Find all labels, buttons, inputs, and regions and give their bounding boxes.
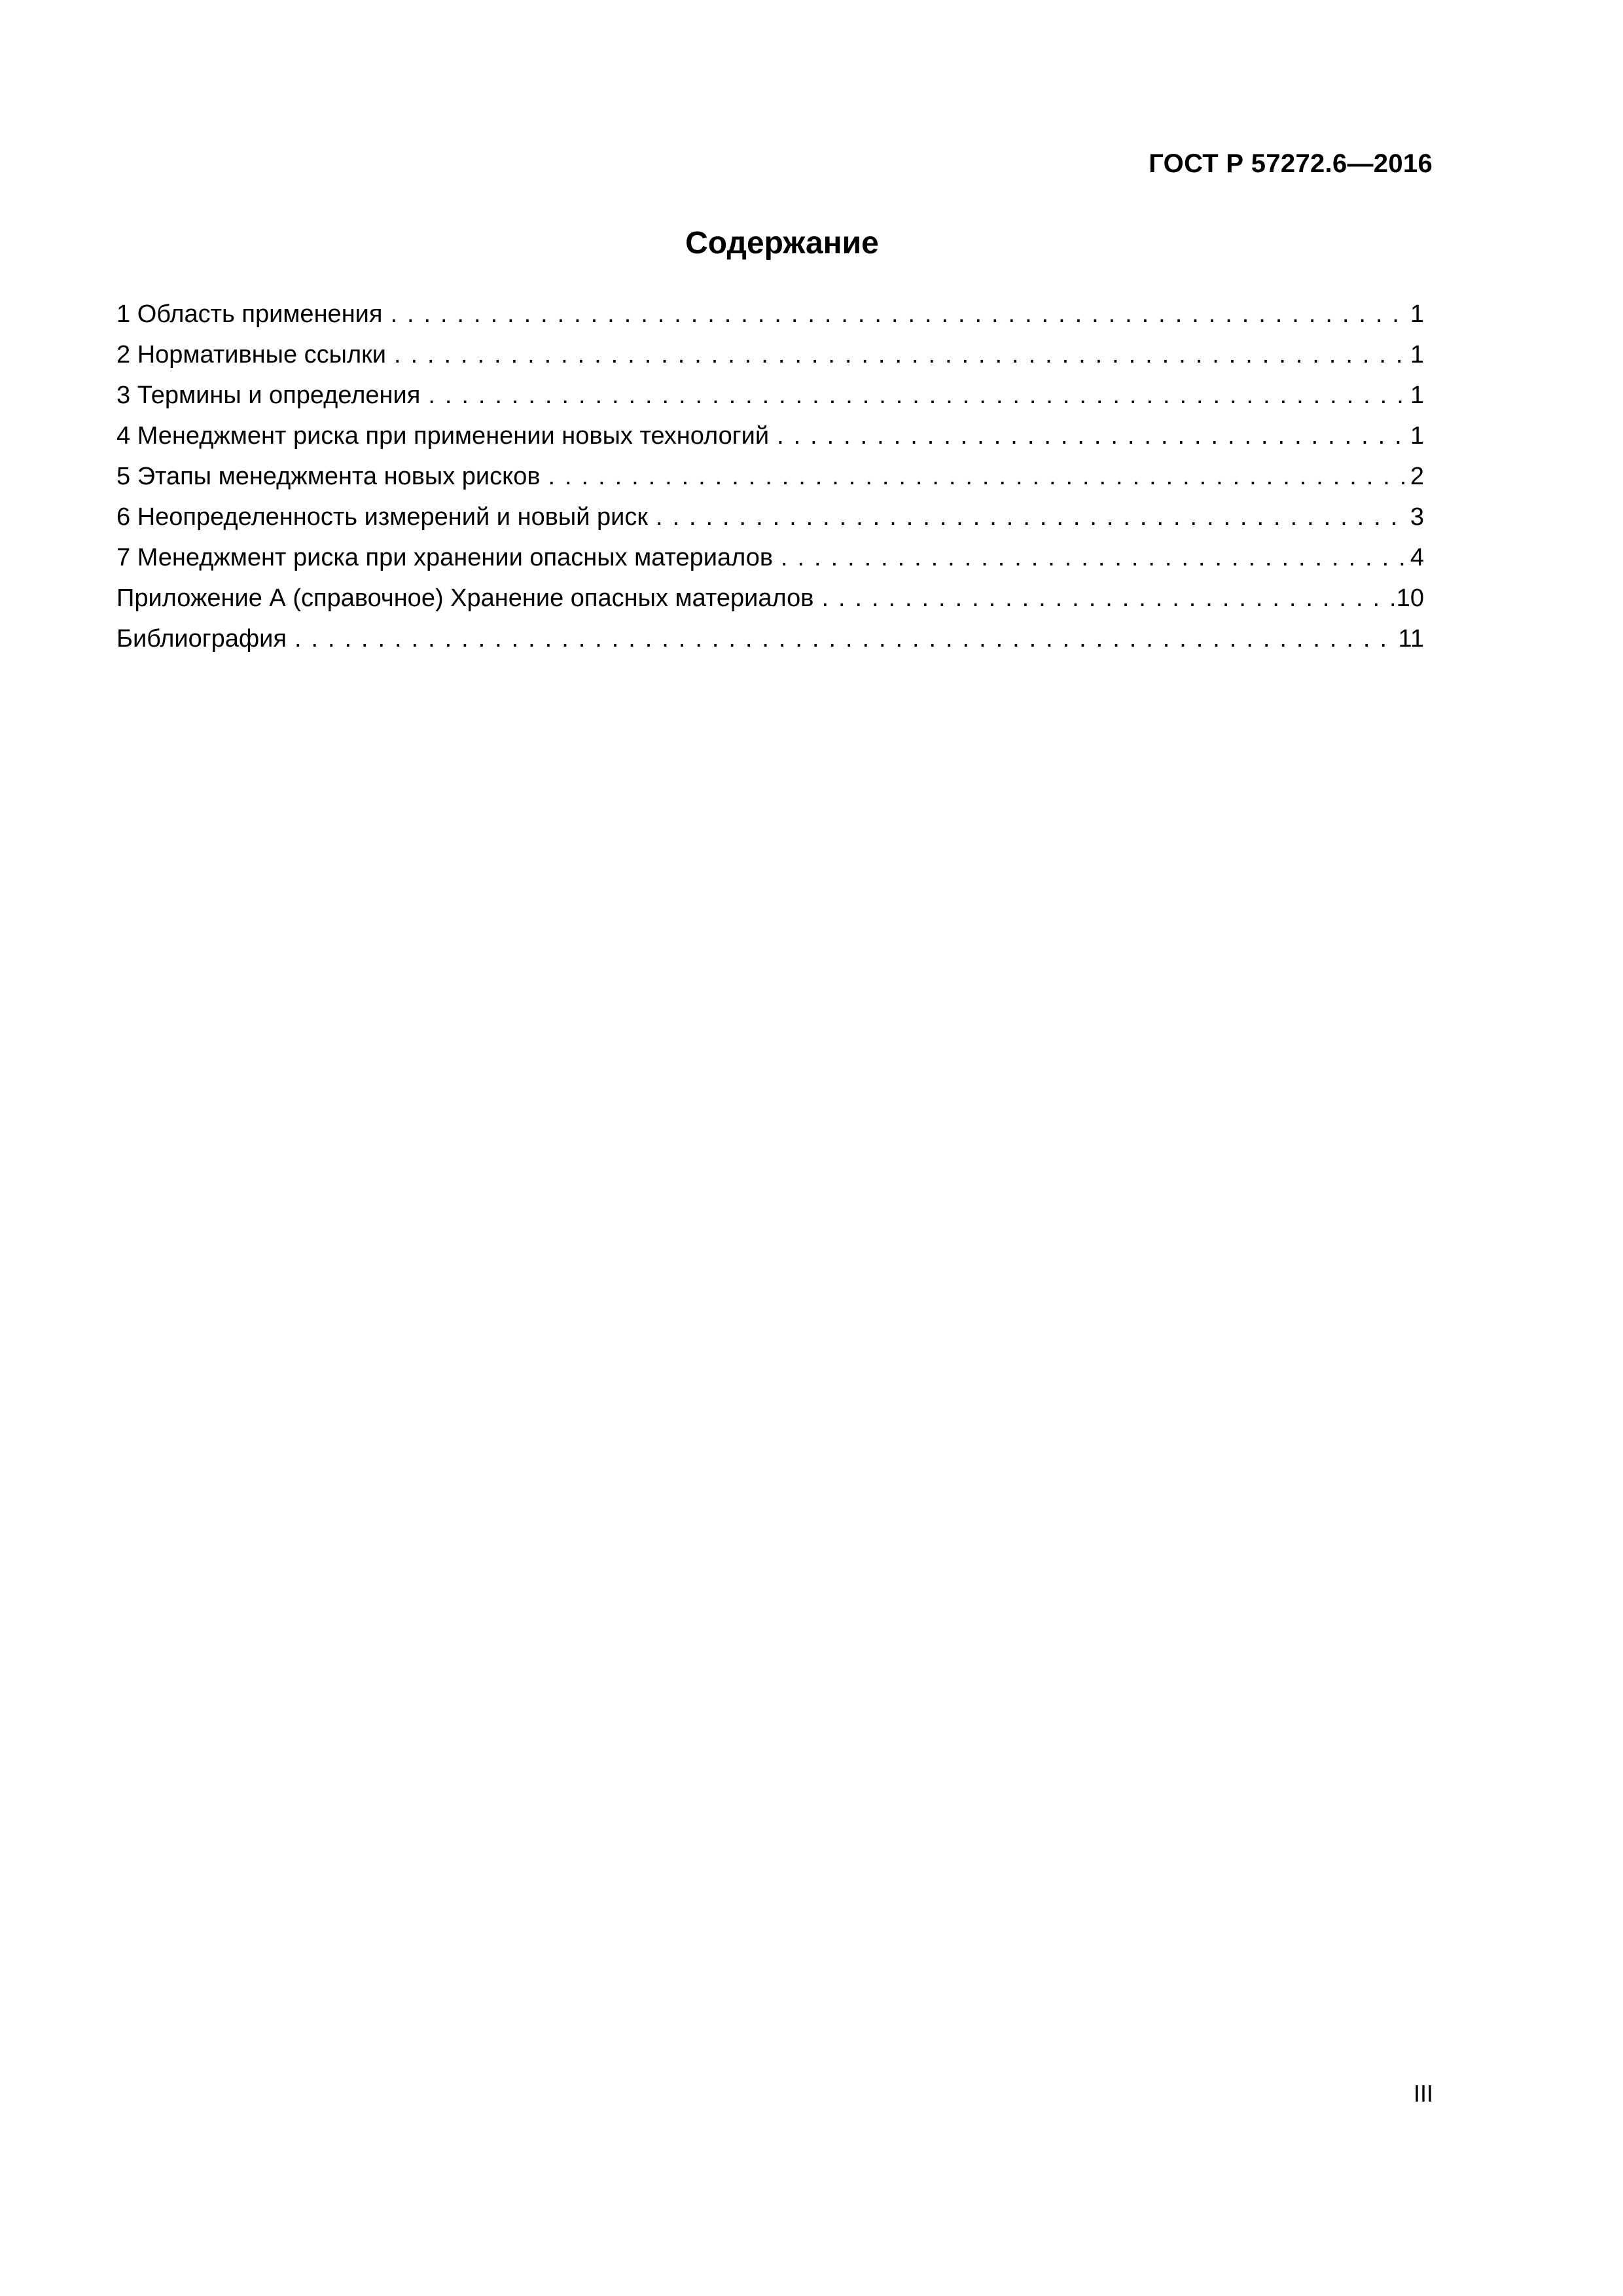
toc-entry-page: 2 [1410,463,1424,490]
toc-leader-dots [777,416,1408,456]
toc-entry-label: 1 Область применения [116,300,383,328]
toc-entry-scope[interactable] [116,294,1424,334]
toc-entry-page: 1 [1410,341,1424,368]
toc-entry-page: 10 [1396,584,1424,612]
table-of-contents [116,294,1424,659]
toc-entry-page: 1 [1410,422,1424,450]
document-code-header: ГОСТ Р 57272.6—2016 [1149,149,1433,178]
toc-entry-page: 4 [1410,544,1424,571]
toc-entry-page: 1 [1410,382,1424,409]
toc-entry-page: 1 [1410,300,1424,328]
toc-leader-dots [548,456,1408,497]
toc-entry-page: 11 [1398,625,1424,653]
toc-entry-label: 4 Менеджмент риска при применении новых технологий [116,422,770,450]
toc-entry-risk-management-new-technologies[interactable] [116,416,1424,456]
toc-leader-dots [390,294,1407,334]
toc-entry-label: 6 Неопределенность измерений и новый риск [116,503,648,531]
toc-entry-page: 3 [1410,503,1424,531]
toc-entry-label: 2 Нормативные ссылки [116,341,386,368]
toc-leader-dots [781,537,1408,578]
toc-entry-terms-definitions[interactable] [116,375,1424,416]
toc-entry-label: 5 Этапы менеджмента новых рисков [116,463,541,490]
toc-entry-normative-references[interactable] [116,334,1424,375]
toc-entry-label: Библиография [116,625,287,653]
toc-entry-appendix-a[interactable] [116,578,1424,619]
toc-entry-hazardous-materials-storage-risk[interactable] [116,537,1424,578]
toc-leader-dots [821,578,1393,619]
toc-entry-label: 7 Менеджмент риска при хранении опасных материалов [116,544,774,571]
toc-entry-label: 3 Термины и определения [116,382,421,409]
toc-entry-measurement-uncertainty[interactable] [116,497,1424,537]
toc-leader-dots [656,497,1408,537]
toc-entry-new-risk-management-stages[interactable] [116,456,1424,497]
page-number: III [1413,2080,1433,2107]
toc-leader-dots [394,334,1408,375]
toc-title: Содержание [685,226,879,260]
toc-entry-bibliography[interactable] [116,619,1424,659]
toc-leader-dots [294,619,1396,659]
toc-entry-label: Приложение А (справочное) Хранение опасных материалов [116,584,814,612]
toc-leader-dots [428,375,1408,416]
